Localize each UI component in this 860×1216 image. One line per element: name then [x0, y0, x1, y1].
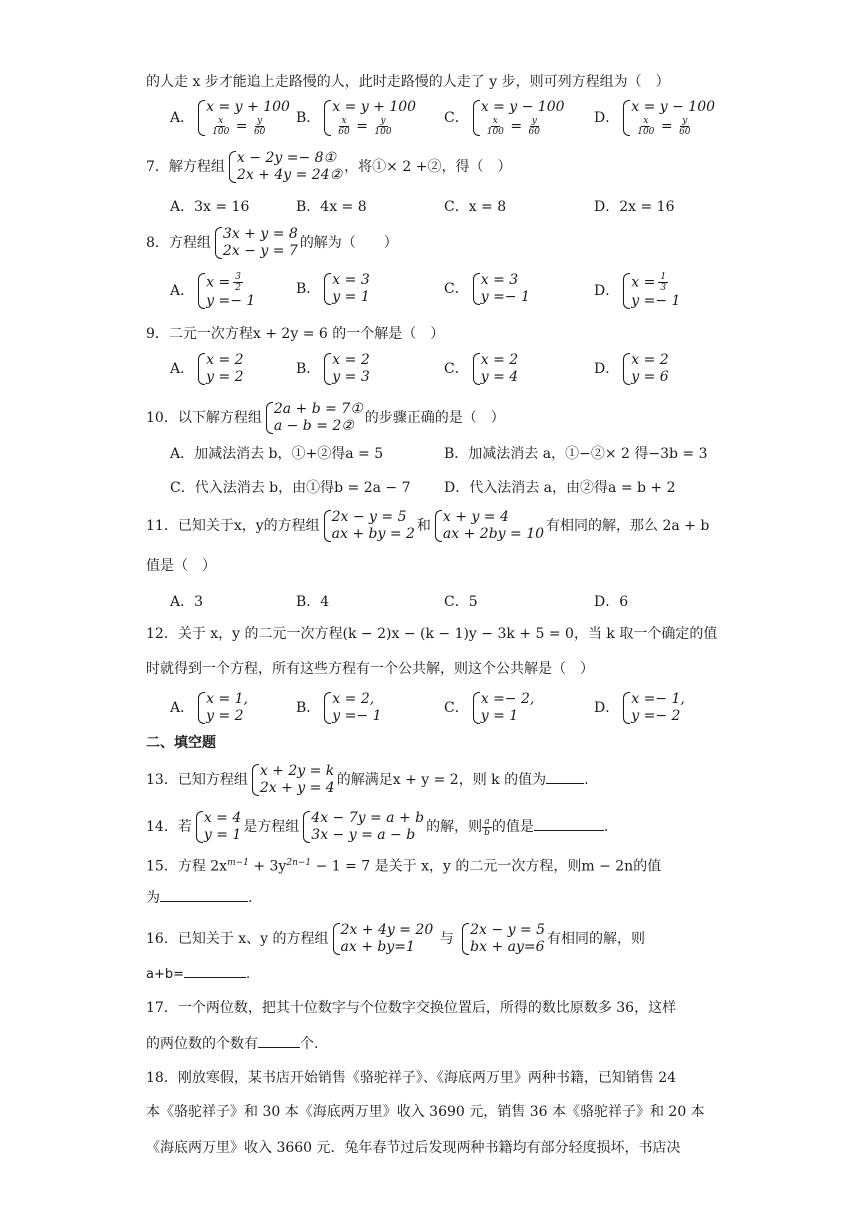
q8-option-letter: B．: [296, 281, 321, 297]
q13-system: [250, 763, 335, 797]
q6-option-a: [170, 99, 292, 137]
q8-suffix: 的解为（ ）: [299, 235, 398, 251]
q6-option-b: [296, 99, 418, 137]
q18-line1: 18．刚放寒假，某书店开始销售《骆驼祥子》、《海底两万里》两种书籍，已知销售 24: [146, 1070, 677, 1086]
q12-option-eq2: y =− 2: [631, 708, 681, 724]
q9-option-eq1: x = 2: [480, 352, 519, 368]
q6-frac-den: 100: [637, 127, 655, 137]
q12-option-letter: A．: [170, 700, 195, 716]
q11-s1-eq2: ax + by = 2: [331, 526, 415, 542]
q9-option-system: [322, 352, 369, 386]
q15-exp1: m−1: [227, 858, 249, 868]
q13-prefix: 13．已知方程组: [146, 772, 248, 788]
q8-prefix: 8．方程组: [146, 235, 211, 251]
q12-option-a: [170, 691, 250, 725]
q14-s1-eq2: y = 1: [203, 827, 242, 843]
q14-s2-eq2: 3x − y = a − b: [311, 827, 416, 843]
q7-suffix: ，将①× 2 +②，得（ ）: [344, 159, 512, 175]
q11-suffix: 有相同的解，那么 2a + b: [546, 518, 710, 534]
question-16: [146, 922, 645, 956]
q9-option-letter: A．: [170, 361, 195, 377]
q6-option-system: [621, 99, 715, 137]
q8-option-system: [322, 272, 369, 306]
q17-line2: [146, 1033, 318, 1054]
q17-answer-blank[interactable]: [258, 1033, 300, 1048]
question-13: [146, 763, 589, 797]
q15-mid: + 3y: [248, 858, 287, 875]
q18-line2: 本《骆驼祥子》和 30 本《海底两万里》收入 3690 元，销售 36 本《骆驼祥子》和 20 本: [146, 1104, 705, 1120]
q16-s2-eq1: 2x − y = 5: [470, 922, 546, 938]
q8-option-eq1: [631, 272, 680, 293]
q9-option-system: [196, 352, 243, 386]
q12-option-system: [322, 691, 381, 725]
question-10: [146, 401, 505, 435]
q7-prefix: 7．解方程组: [146, 159, 225, 175]
q14-s2-eq1: 4x − 7y = a + b: [311, 810, 425, 826]
q12-option-letter: D．: [594, 700, 620, 716]
q6-frac-num: y: [257, 116, 263, 126]
q17-line2-post: 个.: [300, 1036, 319, 1052]
q6-frac-num: y: [682, 116, 688, 126]
q8-frac-num: 3: [235, 272, 241, 282]
question-15: [146, 853, 661, 877]
q10-option-b: B．加减法消去 a，①−②× 2 得−3b = 3: [444, 446, 708, 462]
q8-option-letter: D．: [594, 283, 620, 299]
q6-option-letter: D．: [594, 110, 620, 126]
q16-s1-eq2: ax + by=1: [340, 939, 415, 955]
q9-option-d: [594, 352, 671, 386]
q6-eq2-frac-right: [252, 116, 267, 137]
q8-option-eq1: [206, 272, 255, 293]
q11-option-a: A．3: [170, 594, 204, 610]
q16-line2: [146, 963, 250, 985]
q8-option-eq2: y =− 1: [480, 289, 530, 305]
q14-end: .: [603, 819, 609, 835]
q14-frac-num: a: [484, 816, 490, 827]
q14-answer-blank[interactable]: [534, 816, 604, 831]
q8-eq2: 2x − y = 7: [222, 243, 298, 259]
q14-fraction: [482, 817, 492, 838]
q8-option-b: [296, 272, 372, 306]
q13-suffix: 的解满足x + y = 2，则 k 的值为: [336, 772, 547, 788]
q9-option-eq2: y = 6: [631, 369, 669, 385]
q6-option-letter: C．: [444, 110, 469, 126]
q11-option-b: B．4: [296, 594, 330, 610]
q6-eq2-frac-left: [635, 116, 656, 137]
q6-option-eq2: [481, 116, 565, 137]
q9-option-eq1: x = 2: [206, 352, 244, 368]
question-8: [146, 226, 398, 260]
section-fill-blank-heading: 二、填空题: [146, 735, 216, 751]
q10-eq1: 2a + b = 7①: [273, 401, 363, 417]
q9-option-eq2: y = 4: [480, 369, 519, 385]
q10-eq2: a − b = 2②: [273, 418, 354, 434]
q11-prefix: 11．已知关于x，y的方程组: [146, 518, 320, 534]
q8-option-eq2: y =− 1: [206, 293, 256, 309]
q8-option-eq1: x = 3: [332, 272, 370, 288]
q6-frac-num: x: [643, 116, 649, 126]
q12-option-system: [621, 691, 685, 725]
q12-option-b: [296, 691, 383, 725]
q13-eq1: x + 2y = k: [259, 763, 335, 779]
q11-option-c: C．5: [444, 594, 478, 610]
q6-option-letter: B．: [296, 110, 321, 126]
q13-end: .: [584, 772, 589, 788]
q14-s1-eq1: x = 4: [203, 810, 242, 826]
q11-line2: 值是（ ）: [146, 558, 216, 574]
q6-option-system: [322, 99, 416, 137]
q10-option-a: A．加减法消去 b，①+②得a = 5: [170, 446, 384, 462]
q8-system: [213, 226, 298, 260]
q11-and: 和: [416, 518, 431, 534]
q9-option-eq1: x = 2: [332, 352, 370, 368]
q8-frac-den: 2: [235, 283, 241, 293]
q6-frac-num: x: [218, 116, 224, 126]
q12-option-c: [444, 691, 536, 725]
q9-option-system: [621, 352, 668, 386]
q10-suffix: 的步骤正确的是（ ）: [364, 410, 505, 426]
q10-option-c: C．代入法消去 b，由①得b = 2a − 7: [170, 480, 411, 496]
q15-end: .: [248, 890, 253, 906]
q15-answer-blank[interactable]: [160, 887, 248, 902]
q6-option-eq2: [631, 116, 715, 137]
q12-option-eq2: y = 1: [480, 708, 519, 724]
q6-option-c: [444, 99, 567, 137]
q8-option-a: [170, 272, 257, 310]
q7-eq1: x − 2y =− 8①: [236, 150, 337, 166]
q16-suffix: 有相同的解，则: [547, 931, 646, 947]
q8-option-d: [594, 272, 682, 310]
q6-option-eq2: [206, 116, 290, 137]
q8-eq1-lhs: x =: [631, 274, 656, 291]
q6-option-system: [471, 99, 565, 137]
q6-frac-den: 60: [338, 127, 350, 137]
q6-eq2-frac-left: [336, 116, 351, 137]
question-14: [146, 810, 608, 844]
q6-option-letter: A．: [170, 110, 195, 126]
q12-option-eq1: x = 1,: [206, 691, 249, 707]
q12-line1: 12．关于 x，y 的二元一次方程(k − 2)x − (k − 1)y − 3k + 5 = 0，当 k 取一个确定的值: [146, 626, 718, 642]
q15-line2-text: 为: [146, 890, 160, 906]
q16-system-1: [331, 922, 434, 956]
q7-option-a: A．3x = 16: [170, 199, 250, 215]
q6-eq2-equals: =: [656, 118, 678, 135]
q6-option-eq2: [332, 116, 416, 137]
q6-option-eq1: x = y + 100: [206, 99, 290, 115]
q14-system-1: [194, 810, 241, 844]
q12-option-eq1: x =− 2,: [480, 691, 535, 707]
q8-eq1: 3x + y = 8: [222, 226, 298, 242]
q16-s1-eq1: 2x + 4y = 20: [340, 922, 434, 938]
q16-prefix: 16．已知关于 x、y 的方程组: [146, 931, 329, 947]
q6-eq2-equals: =: [351, 118, 373, 135]
q6-eq2-frac-right: [372, 116, 393, 137]
q16-system-2: [460, 922, 545, 956]
q12-option-eq1: x = 2,: [332, 691, 375, 707]
q6-eq2-equals: =: [505, 118, 527, 135]
q6-tail-text: 的人走 x 步才能追上走路慢的人，此时走路慢的人走了 y 步，则可列方程组为（ ）: [146, 74, 670, 90]
q6-eq2-frac-right: [527, 116, 542, 137]
q11-s2-eq1: x + y = 4: [442, 509, 509, 525]
q11-option-d: D．6: [594, 594, 629, 610]
q6-frac-den: 60: [679, 127, 691, 137]
q15-exp2: 2n−1: [286, 858, 312, 868]
question-11: [146, 509, 709, 543]
q17-line2-pre: 的两位数的个数有: [146, 1036, 258, 1052]
q16-s2-eq2: bx + ay=6: [470, 939, 545, 955]
q8-option-eq2: y = 1: [332, 289, 370, 305]
q8-eq1-lhs: x =: [206, 274, 231, 291]
question-7: [146, 150, 511, 184]
q6-option-eq1: x = y + 100: [332, 99, 417, 115]
q15-suffix: − 1 = 7 是关于 x，y 的二元一次方程，则m − 2n的值: [311, 858, 662, 875]
q12-option-letter: B．: [296, 700, 321, 716]
q8-option-eq1: x = 3: [480, 272, 519, 288]
q6-eq2-frac-left: [210, 116, 231, 137]
q16-line2-text: a+b=: [146, 967, 185, 982]
q17-line1: 17．一个两位数，把其十位数字与个位数字交换位置后，所得的数比原数多 36，这样: [146, 1000, 677, 1016]
q14-system-2: [301, 810, 424, 844]
q8-frac-num: 1: [660, 272, 667, 282]
q18-line3: 《海底两万里》收入 3660 元．兔年春节过后发现两种书籍均有部分轻度损坏，书店决: [146, 1140, 681, 1156]
q11-s2-eq2: ax + 2by = 10: [442, 526, 545, 542]
q14-frac-den: b: [484, 827, 490, 838]
question-9: 9．二元一次方程x + 2y = 6 的一个解是（ ）: [146, 326, 445, 342]
q6-frac-den: 100: [486, 127, 504, 137]
q15-prefix: 15．方程 2x: [146, 858, 228, 875]
q15-line2: [146, 887, 252, 908]
q8-option-eq2: y =− 1: [631, 293, 681, 309]
q9-option-eq2: y = 2: [206, 369, 244, 385]
q7-system: [227, 150, 342, 184]
q8-option-c: [444, 272, 532, 306]
q6-frac-den: 100: [212, 127, 230, 137]
q8-eq1-fraction: [233, 272, 243, 293]
q12-option-system: [196, 691, 248, 725]
q13-answer-blank[interactable]: [546, 769, 584, 784]
q6-frac-den: 100: [374, 127, 392, 137]
q9-option-c: [444, 352, 520, 386]
q8-option-letter: A．: [170, 283, 195, 299]
q6-eq2-frac-left: [485, 116, 506, 137]
q6-option-eq1: x = y − 100: [631, 99, 716, 115]
q8-option-system: [471, 272, 530, 306]
q9-option-eq2: y = 3: [332, 369, 370, 385]
q12-option-system: [471, 691, 535, 725]
q10-system: [264, 401, 363, 435]
q6-option-system: [196, 99, 290, 137]
q12-option-eq2: y =− 1: [332, 708, 382, 724]
q6-option-d: [594, 99, 717, 137]
q7-eq2: 2x + 4y = 24②: [236, 167, 343, 183]
q16-end: .: [246, 967, 251, 982]
q9-option-system: [471, 352, 518, 386]
q6-frac-num: y: [380, 116, 386, 126]
q6-frac-num: x: [492, 116, 498, 126]
q8-option-system: [621, 272, 680, 310]
q6-eq2-equals: =: [231, 118, 252, 135]
q6-frac-num: x: [341, 116, 347, 126]
q13-eq2: 2x + y = 4: [259, 780, 335, 796]
q11-s1-eq1: 2x − y = 5: [331, 509, 407, 525]
q6-eq2-frac-right: [677, 116, 692, 137]
q8-frac-den: 3: [660, 283, 667, 293]
q9-option-letter: C．: [444, 361, 469, 377]
q8-eq1-fraction: [658, 272, 668, 293]
q14-post1: 的解，则: [426, 819, 483, 835]
q10-option-d: D．代入法消去 a，由②得a = b + 2: [444, 480, 676, 496]
q12-option-letter: C．: [444, 700, 469, 716]
q6-frac-den: 60: [253, 127, 266, 137]
q7-option-c: C．x = 8: [444, 199, 507, 215]
q9-option-letter: B．: [296, 361, 321, 377]
q12-option-d: [594, 691, 687, 725]
q14-mid: 是方程组: [243, 819, 300, 835]
q16-answer-blank[interactable]: [184, 963, 246, 978]
q6-option-eq1: x = y − 100: [480, 99, 565, 115]
q14-prefix: 14．若: [146, 819, 192, 835]
q14-post2: 的值是: [491, 819, 534, 835]
q8-option-letter: C．: [444, 281, 469, 297]
q9-option-eq1: x = 2: [631, 352, 669, 368]
q12-option-eq2: y = 2: [206, 708, 244, 724]
q16-mid: 与: [439, 931, 454, 947]
q7-option-d: D．2x = 16: [594, 199, 675, 215]
q7-option-b: B．4x = 8: [296, 199, 367, 215]
q6-frac-num: y: [531, 116, 537, 126]
q9-option-letter: D．: [594, 361, 620, 377]
q8-option-system: [196, 272, 255, 310]
q11-system-1: [322, 509, 415, 543]
q12-line2: 时就得到一个方程，所有这些方程有一个公共解，则这个公共解是（ ）: [146, 661, 594, 677]
q6-frac-den: 60: [528, 127, 540, 137]
q11-system-2: [433, 509, 544, 543]
q9-option-b: [296, 352, 372, 386]
q10-prefix: 10．以下解方程组: [146, 410, 262, 426]
q9-option-a: [170, 352, 246, 386]
q12-option-eq1: x =− 1,: [631, 691, 685, 707]
